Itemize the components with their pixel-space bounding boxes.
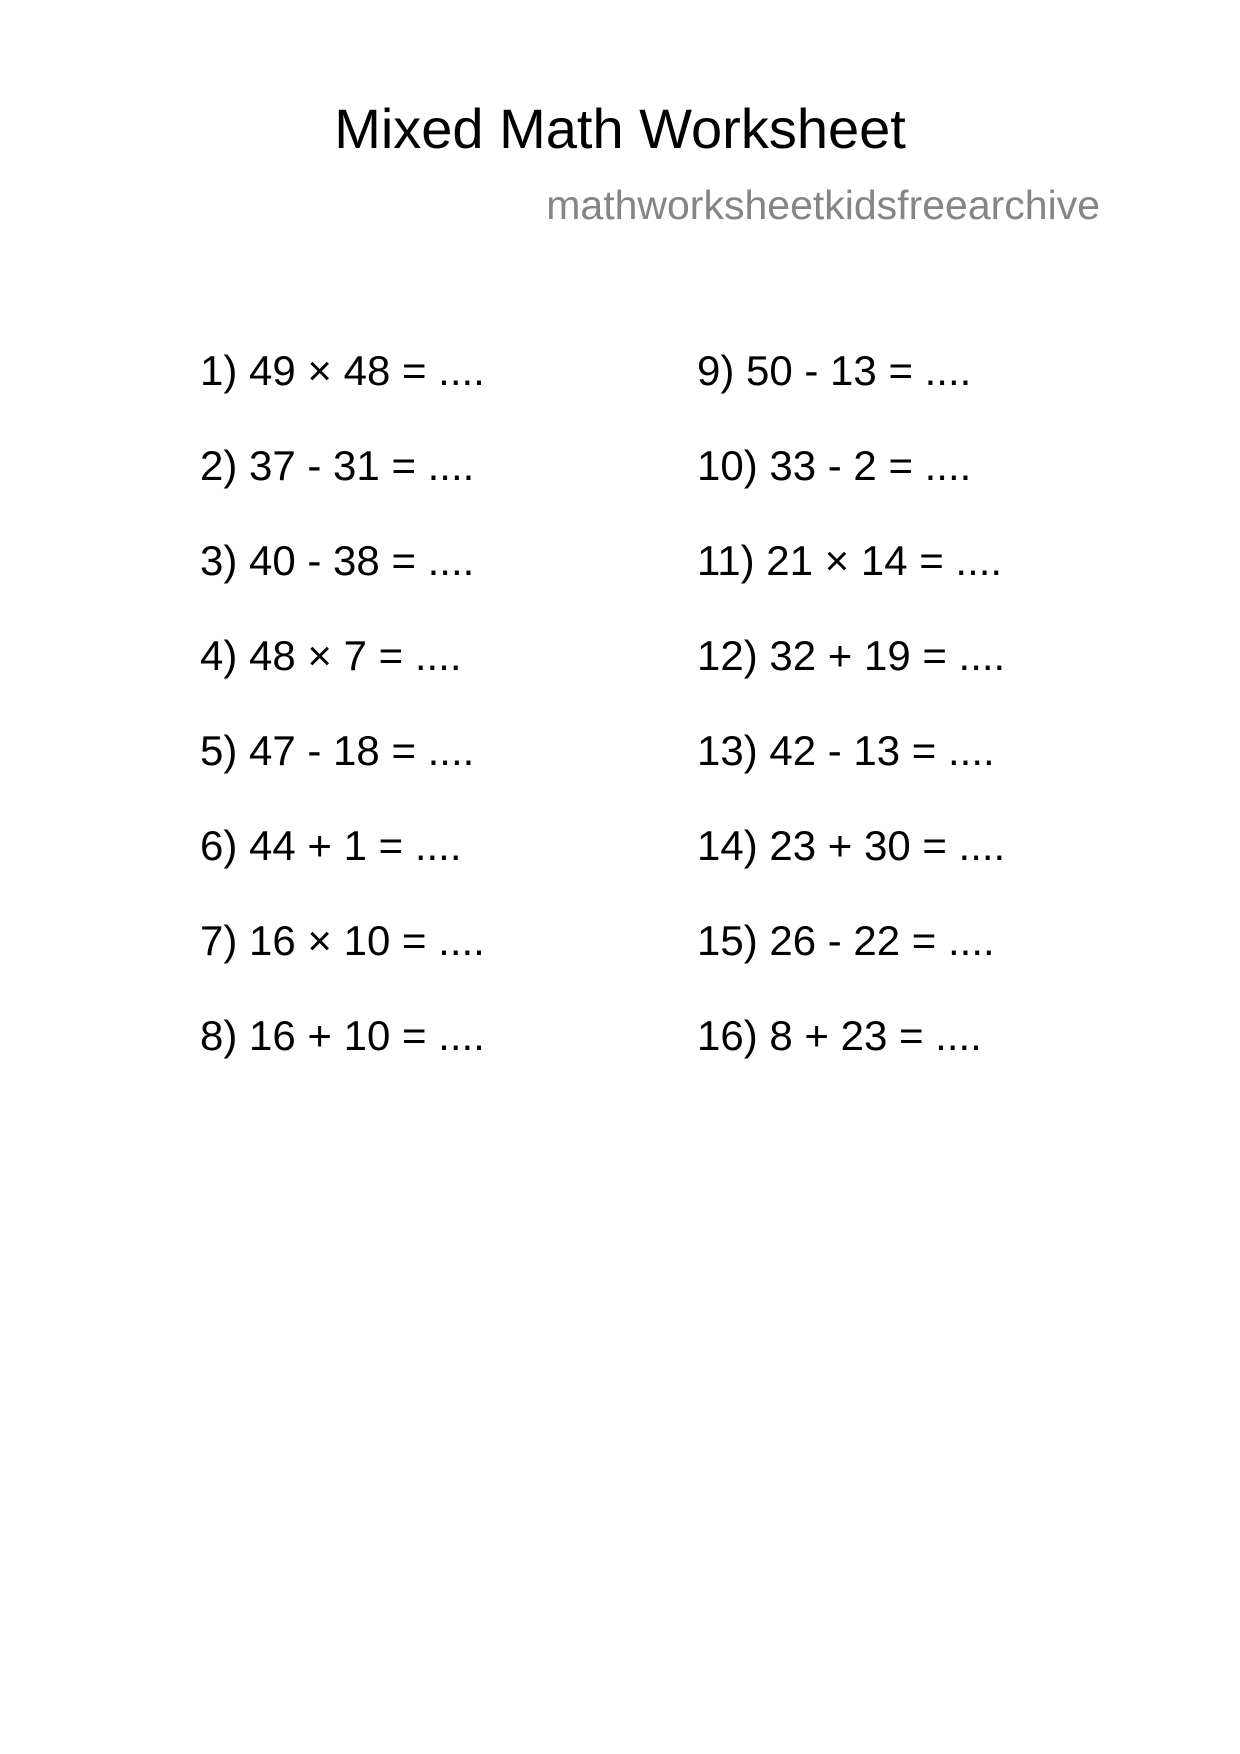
problem-16: 16) 8 + 23 = .... [697,1012,982,1059]
problem-column-right [697,346,1177,1106]
problem-13: 13) 42 - 13 = .... [697,727,995,774]
problem-11: 11) 21 × 14 = .... [697,537,1003,584]
problem-2: 2) 37 - 31 = .... [200,442,475,489]
problem-9: 9) 50 - 13 = .... [697,347,972,394]
problem-1: 1) 49 × 48 = .... [200,347,485,394]
source-label: mathworksheetkidsfreearchive [546,182,1100,228]
problem-5: 5) 47 - 18 = .... [200,727,475,774]
problem-3: 3) 40 - 38 = .... [200,537,475,584]
problem-10: 10) 33 - 2 = .... [697,442,972,489]
problem-15: 15) 26 - 22 = .... [697,917,995,964]
problem-column-left [200,346,680,1106]
problem-8: 8) 16 + 10 = .... [200,1012,485,1059]
page-title: Mixed Math Worksheet [334,97,906,160]
problem-4: 4) 48 × 7 = .... [200,632,462,679]
problem-7: 7) 16 × 10 = .... [200,917,485,964]
problem-14: 14) 23 + 30 = .... [697,822,1006,869]
problem-12: 12) 32 + 19 = .... [697,632,1006,679]
problem-6: 6) 44 + 1 = .... [200,822,462,869]
